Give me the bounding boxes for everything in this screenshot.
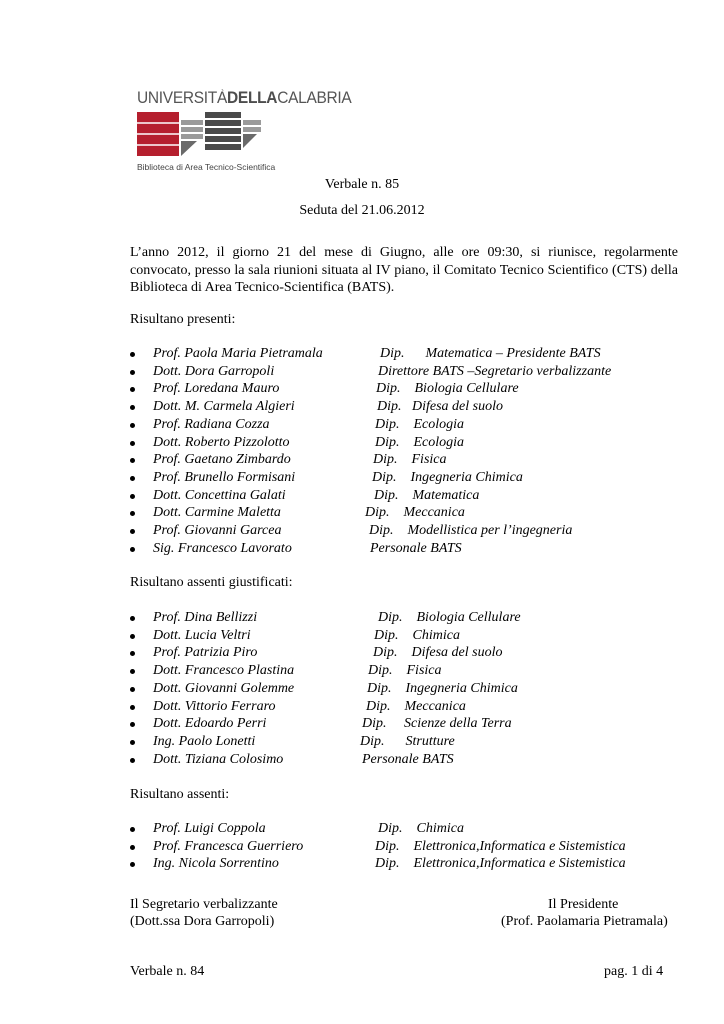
member-department: Dip. Ingegneria Chimica bbox=[367, 680, 518, 696]
member-name: Dott. Edoardo Perri bbox=[153, 716, 267, 732]
bullet-icon bbox=[130, 529, 135, 534]
university-name-part3: CALABRIA bbox=[277, 89, 352, 108]
member-department: Dip. Matematica bbox=[374, 487, 480, 503]
document-title: Verbale n. 85 bbox=[324, 177, 400, 192]
bullet-icon bbox=[130, 387, 135, 392]
secretary-role: Il Segretario verbalizzante bbox=[130, 897, 278, 912]
member-name: Ing. Paolo Lonetti bbox=[153, 733, 256, 749]
member-name: Prof. Luigi Coppola bbox=[153, 821, 266, 836]
member-name: Dott. Tiziana Colosimo bbox=[153, 751, 284, 767]
member-name: Dott. Concettina Galati bbox=[153, 487, 286, 503]
bullet-icon bbox=[130, 458, 135, 463]
member-name: Ing. Nicola Sorrentino bbox=[153, 856, 279, 872]
university-name bbox=[137, 90, 351, 109]
university-name-part2: DELLA bbox=[227, 89, 278, 108]
secretary-name: (Dott.ssa Dora Garropoli) bbox=[130, 914, 275, 929]
member-department: Dip. Difesa del suolo bbox=[377, 399, 503, 415]
bullet-icon bbox=[130, 494, 135, 499]
member-department: Direttore BATS –Segretario verbalizzante bbox=[378, 363, 612, 379]
library-subtitle: Biblioteca di Area Tecnico-Scientifica bbox=[137, 162, 276, 172]
bullet-icon bbox=[130, 827, 135, 832]
bullet-icon bbox=[130, 634, 135, 639]
member-name: Dott. M. Carmela Algieri bbox=[153, 399, 295, 415]
bullet-icon bbox=[130, 370, 135, 375]
assenti-heading: Risultano assenti: bbox=[130, 787, 230, 802]
member-name: Dott. Lucia Veltri bbox=[153, 627, 251, 643]
member-name: Dott. Giovanni Golemme bbox=[153, 680, 295, 696]
session-date: Seduta del 21.06.2012 bbox=[299, 203, 425, 218]
library-logo-icon bbox=[137, 110, 267, 160]
member-department: Dip. Ingegneria Chimica bbox=[372, 469, 523, 485]
member-department: Dip. Chimica bbox=[378, 821, 464, 836]
member-name: Prof. Brunello Formisani bbox=[153, 469, 296, 485]
member-name: Prof. Francesca Guerriero bbox=[153, 838, 304, 854]
giustificati-heading: Risultano assenti giustificati: bbox=[130, 575, 293, 590]
member-department: Dip. Difesa del suolo bbox=[373, 645, 503, 661]
member-name: Prof. Giovanni Garcea bbox=[153, 523, 282, 538]
bullet-icon bbox=[130, 405, 135, 410]
member-department: Personale BATS bbox=[362, 751, 454, 767]
bullet-icon bbox=[130, 722, 135, 727]
intro-paragraph: L’anno 2012, il giorno 21 del mese di Giugno, alle ore 09:30, si riunisce, regolarmente convocato, presso la sala riunioni situata al IV piano, il Comitato Tecnico Scientifico (CTS) della Biblioteca di Area Tecnico-Scientifica (BATS). bbox=[130, 245, 678, 295]
member-department: Dip. Biologia Cellulare bbox=[376, 381, 519, 397]
member-name: Prof. Patrizia Piro bbox=[153, 645, 258, 661]
president-name: (Prof. Paolamaria Pietramala) bbox=[501, 914, 668, 929]
bullet-icon bbox=[130, 423, 135, 428]
bullet-icon bbox=[130, 740, 135, 745]
member-department: Personale BATS bbox=[370, 540, 462, 556]
member-department: Dip. Ecologia bbox=[375, 434, 465, 450]
member-name: Dott. Vittorio Ferraro bbox=[153, 698, 276, 714]
bullet-icon bbox=[130, 845, 135, 850]
member-name: Sig. Francesco Lavorato bbox=[153, 540, 292, 556]
bullet-icon bbox=[130, 547, 135, 552]
bullet-icon bbox=[130, 758, 135, 763]
member-name: Prof. Loredana Mauro bbox=[153, 381, 280, 397]
bullet-icon bbox=[130, 862, 135, 867]
president-role: Il Presidente bbox=[548, 897, 619, 912]
member-department: Dip. Elettronica,Informatica e Sistemistica bbox=[375, 838, 626, 854]
university-logo bbox=[137, 89, 352, 176]
presenti-heading: Risultano presenti: bbox=[130, 312, 236, 327]
member-department: Dip. Fisica bbox=[373, 452, 447, 468]
bullet-icon bbox=[130, 511, 135, 516]
member-department: Dip. Meccanica bbox=[365, 505, 465, 521]
member-department: Dip. Ecologia bbox=[375, 416, 465, 432]
bullet-icon bbox=[130, 687, 135, 692]
member-department: Dip. Strutture bbox=[360, 733, 455, 749]
bullet-icon bbox=[130, 616, 135, 621]
member-department: Dip. Fisica bbox=[368, 663, 442, 679]
bullet-icon bbox=[130, 352, 135, 357]
bullet-icon bbox=[130, 651, 135, 656]
member-department: Dip. Biologia Cellulare bbox=[378, 610, 521, 625]
member-department: Dip. Meccanica bbox=[366, 698, 466, 714]
member-name: Dott. Dora Garropoli bbox=[153, 363, 275, 379]
bullet-icon bbox=[130, 669, 135, 674]
bullet-icon bbox=[130, 441, 135, 446]
member-department: Dip. Modellistica per l’ingegneria bbox=[369, 523, 573, 538]
member-name: Dott. Carmine Maletta bbox=[153, 505, 281, 521]
member-name: Dott. Roberto Pizzolotto bbox=[153, 434, 290, 450]
member-department: Dip. Elettronica,Informatica e Sistemistica bbox=[375, 856, 626, 872]
member-department: Dip. Matematica – Presidente BATS bbox=[380, 346, 601, 361]
member-name: Prof. Paola Maria Pietramala bbox=[153, 346, 323, 361]
member-name: Prof. Dina Bellizzi bbox=[153, 610, 258, 625]
member-department: Dip. Chimica bbox=[374, 627, 460, 643]
member-name: Prof. Gaetano Zimbardo bbox=[153, 452, 291, 468]
member-department: Dip. Scienze della Terra bbox=[362, 716, 512, 732]
member-name: Prof. Radiana Cozza bbox=[153, 416, 270, 432]
footer-verbale: Verbale n. 84 bbox=[130, 964, 205, 979]
bullet-icon bbox=[130, 476, 135, 481]
footer-page-number: pag. 1 di 4 bbox=[604, 964, 664, 979]
bullet-icon bbox=[130, 705, 135, 710]
member-name: Dott. Francesco Plastina bbox=[153, 663, 295, 679]
university-name-part1: UNIVERSITÀ bbox=[137, 89, 228, 108]
